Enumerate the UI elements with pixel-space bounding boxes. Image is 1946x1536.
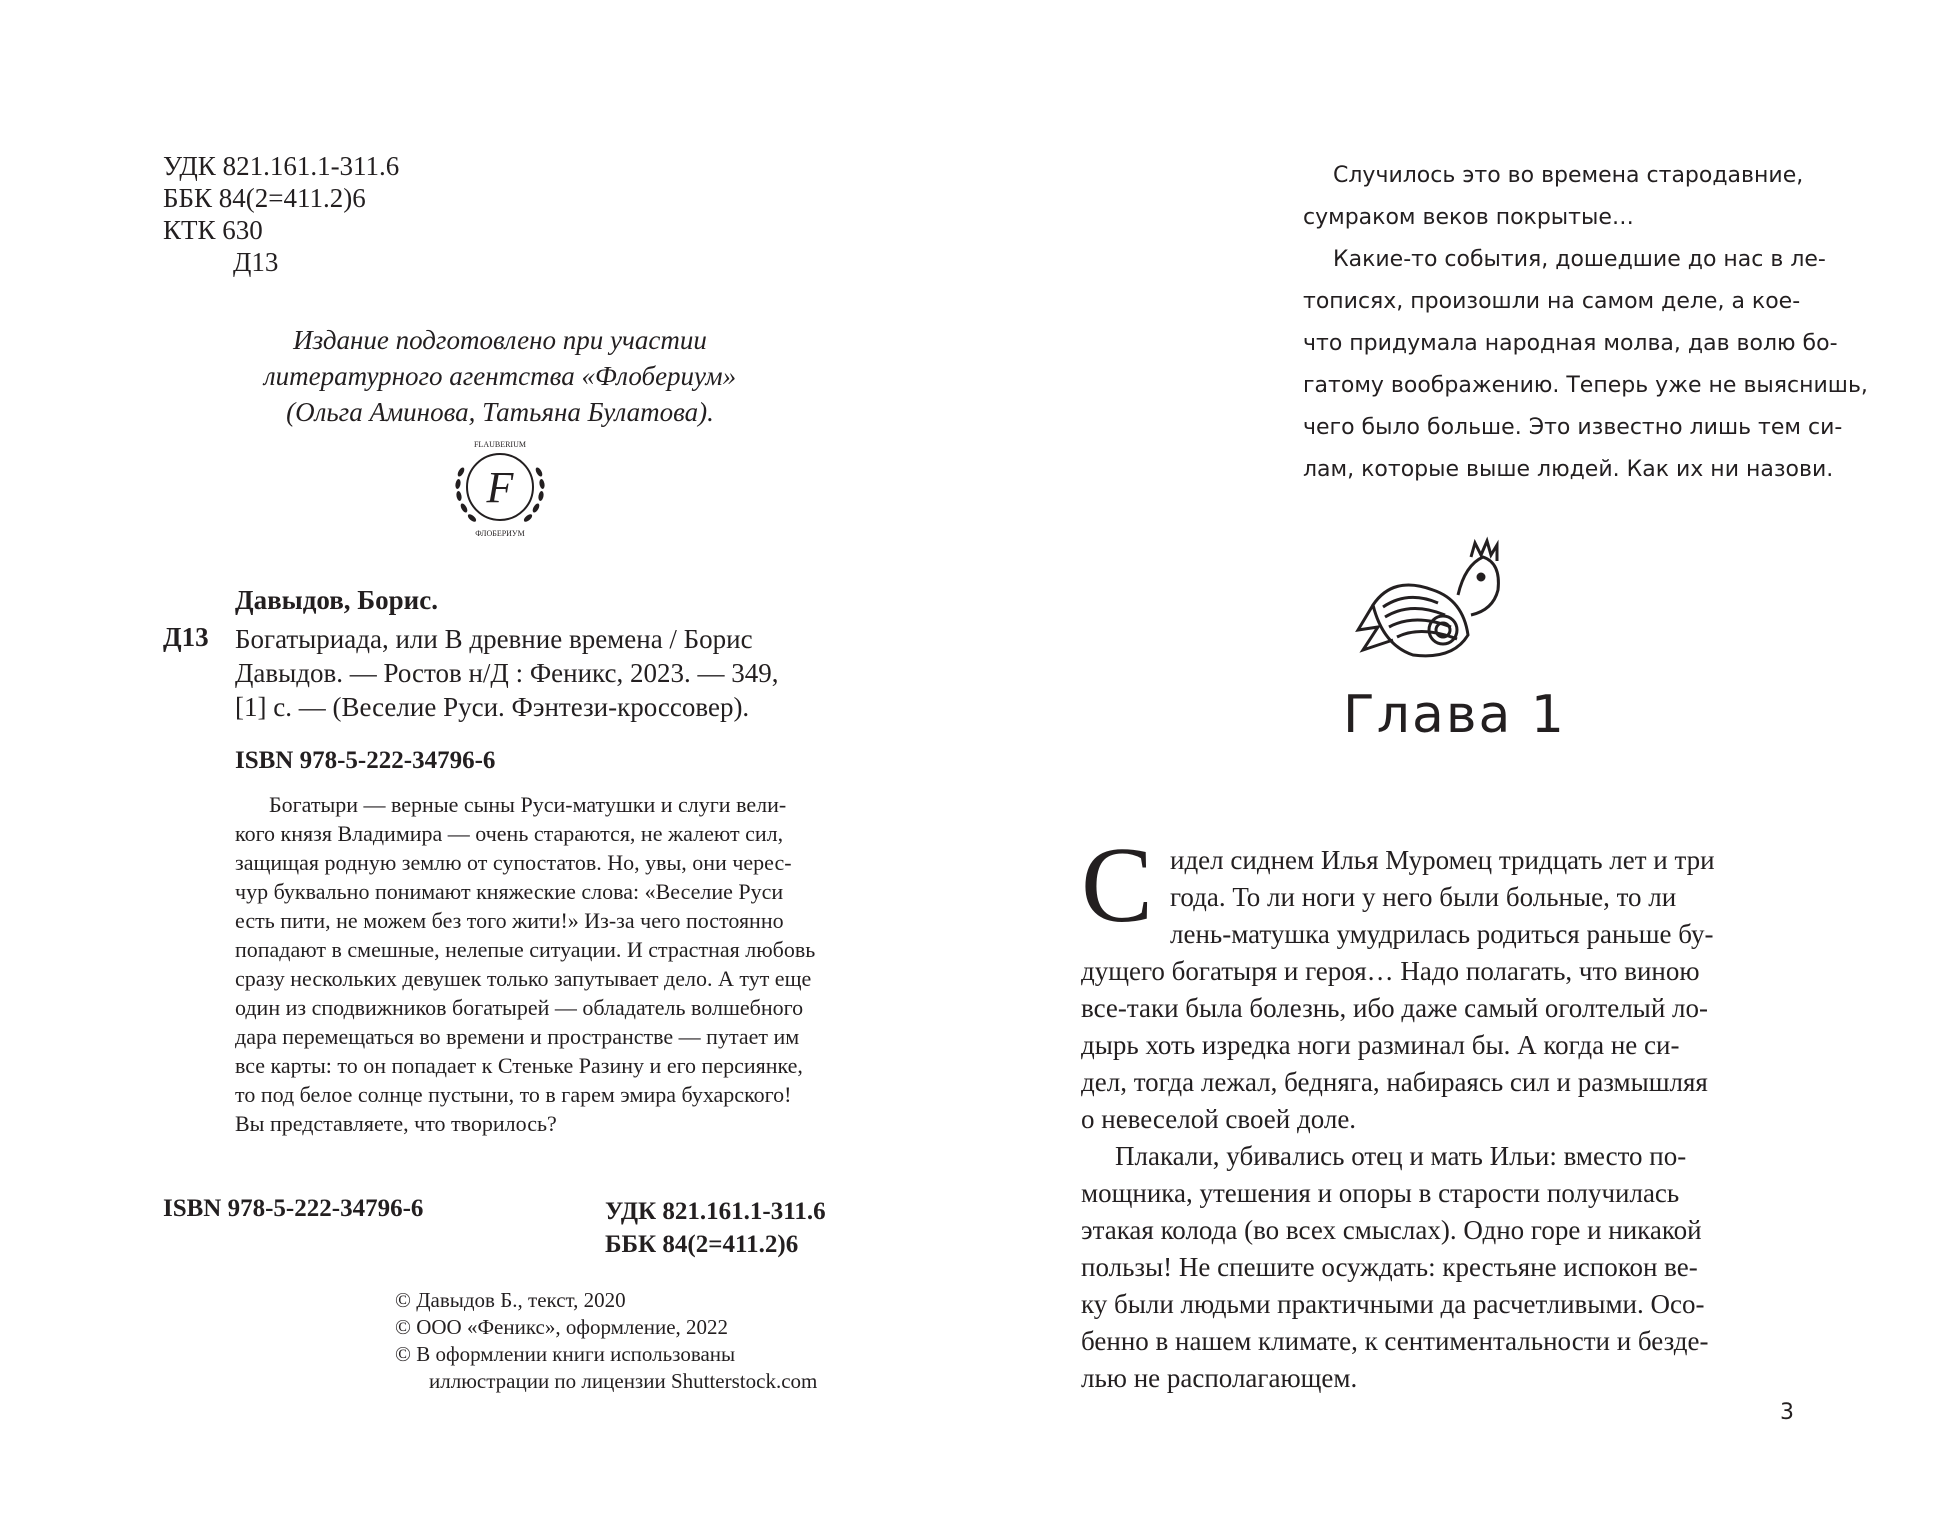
author-mark: Д13 — [233, 247, 279, 277]
drop-cap: С — [1081, 826, 1154, 945]
udk-code: УДК 821.161.1-311.6 — [163, 151, 400, 181]
svg-text:FLAUBERIUM: FLAUBERIUM — [473, 440, 527, 449]
author-name: Давыдов, Борис. — [235, 585, 438, 615]
page-number: 3 — [1780, 1400, 1794, 1425]
annotation: Богатыри — верные сыны Руси-матушки и слуги вели- кого князя Владимира — очень стараются, не жалеют сил, защищая родную землю от супостатов. Но, увы, они черес- чур буквально понимают княжеские слова: «Веселие Руси есть пити, не можем без того жити!» Из-за чего постоянно попадают в смешные, нелепые ситуации. И страстная любовь сразу нескольких девушек только запутывает дело. А тут еще один из сподвижников богатырей — обладатель волшебного дара перемещаться во времени и пространстве — путает им все карты: то он попадает к Стеньке Разину и его персиянке, то под белое солнце пустыни, то в гарем эмира бухарского! Вы представляете, что творилось? — [235, 792, 816, 1136]
epigraph: Случилось это во времена стародавние, сумраком веков покрытые… Какие-то события, дошедшие до нас в ле- тописях, произошли на самом деле, а кое- что придумала народная молва, дав волю бо- гатому воображению. Теперь уже не выяснишь, чего было больше. Это известно лишь тем си- лам, которые выше людей. Как их ни назови. — [1303, 163, 1868, 482]
agency-note: Издание подготовлено при участии литературного агентства «Флобериум» (Ольга Аминова, Татьяна Булатова). — [263, 325, 737, 427]
author-mark-side: Д13 — [163, 622, 209, 652]
right-page — [973, 0, 1946, 1536]
chapter-title: Глава 1 — [1343, 685, 1566, 745]
bird-ornament-icon — [1353, 535, 1513, 670]
bibliographic-record: Богатыриада, или В древние времена / Борис Давыдов. — Ростов н/Д : Феникс, 2023. — 349, [1] с. — (Веселие Руси. Фэнтези-кроссовер). — [235, 624, 779, 722]
svg-text:F: F — [486, 463, 514, 512]
ktk-code: КТК 630 — [163, 215, 263, 245]
paragraph-1-opening: идел сиднем Илья Муромец тридцать лет и три года. То ли ноги у него были больные, то ли лень-матушка умудрилась родиться раньше бу- — [1170, 845, 1715, 949]
svg-text:ФЛОБЕРИУМ: ФЛОБЕРИУМ — [475, 529, 525, 538]
isbn-bottom: ISBN 978-5-222-34796-6 — [163, 1195, 424, 1222]
classification-codes — [163, 150, 399, 278]
copyright-block: © Давыдов Б., текст, 2020 © ООО «Феникс», оформление, 2022 © В оформлении книги использованы иллюстрации по лицензии Shutterstock.com — [395, 1288, 818, 1393]
flauberium-logo-icon — [445, 432, 555, 542]
body-text: дущего богатыря и героя… Надо полагать, что виною все-таки была болезнь, ибо даже самый оголтелый ло- дырь хоть изредка ноги разминал бы. А когда не си- дел, тогда лежал, бедняга, набираясь сил и размышляя о невеселой своей доле. Плакали, убивались отец и мать Ильи: вместо по- мощника, утешения и опоры в старости получилась этакая колода (во всех смыслах). Одно горе и никакой пользы! Не спешите осуждать: крестьяне испокон ве- ку были людьми практичными да расчетливыми. Осо- бенно в нашем климате, к сентиментальности и безде- лью не располагающем. — [1081, 956, 1709, 1393]
isbn-top: ISBN 978-5-222-34796-6 — [235, 747, 496, 774]
classification-codes-bottom: УДК 821.161.1-311.6 ББК 84(2=411.2)6 — [605, 1198, 826, 1258]
bbk-code: ББК 84(2=411.2)6 — [163, 183, 366, 213]
